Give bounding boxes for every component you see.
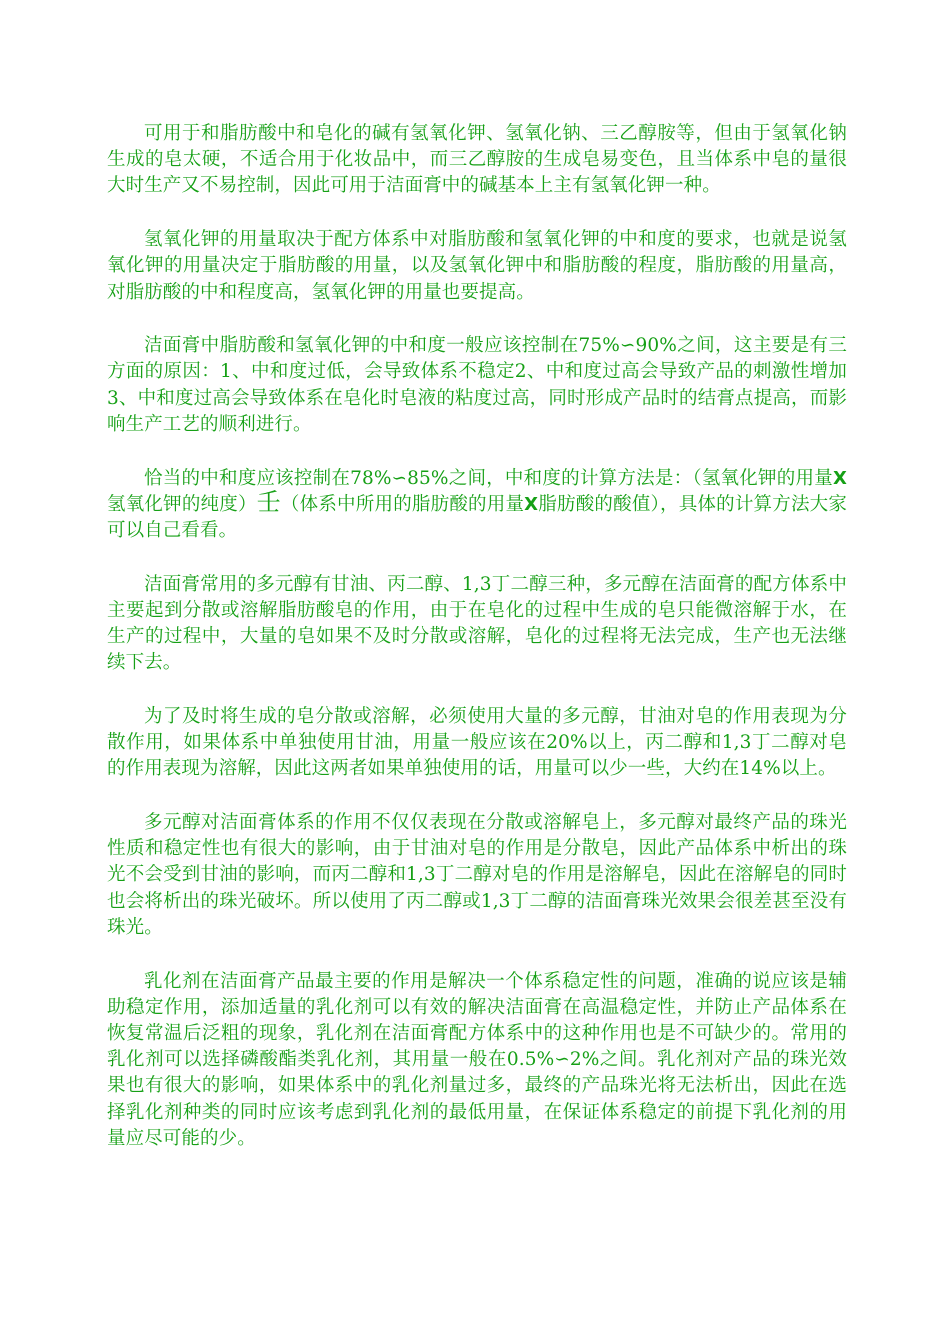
- formula-text-2: 氢氧化钾的纯度）: [107, 493, 257, 515]
- divide-symbol: 壬: [256, 487, 281, 516]
- paragraph-emulsifier: 乳化剂在洁面膏产品最主要的作用是解决一个体系稳定性的问题，准确的说应该是辅助稳定作用，添加适量的乳化剂可以有效的解决洁面膏在高温稳定性，并防止产品体系在恢复常温后泛粗的现象，乳化剂在洁面膏配方体系中的这种作用也是不可缺少的。常用的乳化剂可以选择磷酸酯类乳化剂，其用量一般在0.5%∽2%之间。乳化剂对产品的珠光效果也有很大的影响，如果体系中的乳化剂量过多，最终的产品珠光将无法析出，因此在选择乳化剂种类的同时应该考虑到乳化剂的最低用量，在保证体系稳定的前提下乳化剂的用量应尽可能的少。: [107, 970, 847, 1149]
- document-body: [107, 121, 847, 1180]
- paragraph-polyol-pearl: 多元醇对洁面膏体系的作用不仅仅表现在分散或溶解皂上，多元醇对最终产品的珠光性质和稳定性也有很大的影响，由于甘油对皂的作用是分散皂，因此产品体系中析出的珠光不会受到甘油的影响，而丙二醇和1,3丁二醇对皂的作用是溶解皂，因此在溶解皂的同时也会将析出的珠光破坏。所以使用了丙二醇或1,3丁二醇的洁面膏珠光效果会很差甚至没有珠光。: [107, 812, 847, 938]
- paragraph-neutralization-formula: [107, 466, 847, 545]
- formula-text-4: 脂肪酸的酸值），具体的计算方法大家可以自己看看。: [107, 493, 847, 541]
- formula-text-1: 恰当的中和度应该控制在78%∽85%之间，中和度的计算方法是：（氢氧化钾的用量: [144, 467, 834, 489]
- paragraph-polyols: 洁面膏常用的多元醇有甘油、丙二醇、1,3丁二醇三种，多元醇在洁面膏的配方体系中主要起到分散或溶解脂肪酸皂的作用，由于在皂化的过程中生成的皂只能微溶解于水，在生产的过程中，大量的皂如果不及时分散或溶解，皂化的过程将无法完成，生产也无法继续下去。: [107, 573, 847, 674]
- paragraph-koh-dosage: 氢氧化钾的用量取决于配方体系中对脂肪酸和氢氧化钾的中和度的要求，也就是说氢氧化钾的用量决定于脂肪酸的用量，以及氢氧化钾中和脂肪酸的程度，脂肪酸的用量高，对脂肪酸的中和程度高，氢氧化钾的用量也要提高。: [107, 229, 847, 303]
- paragraph-alkali-choice: 可用于和脂肪酸中和皂化的碱有氢氧化钾、氢氧化钠、三乙醇胺等，但由于氢氧化钠生成的皂太硬，不适合用于化妆品中，而三乙醇胺的生成皂易变色，且当体系中皂的量很大时生产又不易控制，因此可用于洁面膏中的碱基本上主有氢氧化钾一种。: [107, 123, 847, 197]
- formula-text-3: （体系中所用的脂肪酸的用量: [280, 493, 525, 515]
- paragraph-polyol-dosage: 为了及时将生成的皂分散或溶解，必须使用大量的多元醇，甘油对皂的作用表现为分散作用，如果体系中单独使用甘油，用量一般应该在20%以上，丙二醇和1,3丁二醇对皂的作用表现为溶解，因此这两者如果单独使用的话，用量可以少一些，大约在14%以上。: [107, 705, 847, 780]
- paragraph-neutralization-range: 洁面膏中脂肪酸和氢氧化钾的中和度一般应该控制在75%∽90%之间，这主要是有三方面的原因：1、中和度过低，会导致体系不稳定2、中和度过高会导致产品的刺激性增加3、中和度过高会导致体系在皂化时皂液的粘度过高，同时形成产品时的结膏点提高，而影响生产工艺的顺利进行。: [107, 335, 847, 435]
- multiply-symbol: X: [524, 493, 539, 515]
- multiply-symbol: X: [833, 467, 847, 489]
